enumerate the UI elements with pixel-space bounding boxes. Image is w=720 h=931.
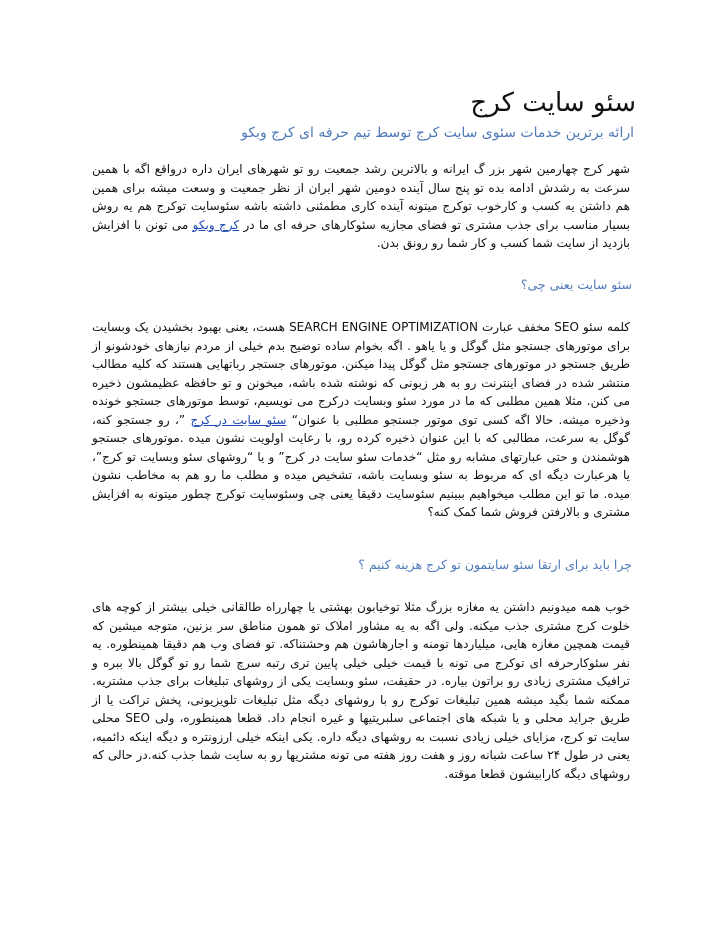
para2-text-after-link: ”، رو جستجو کنه، گوگل به سرعت، مطالبی که با این عنوان ذخیره کرده رو، با رعایت اولویت نشون میده .موتورهای جستجو هوشمندن و حتی عبارتهای مشابه رو مثل “خدمات سئو سایت در کرج” و یا “روشهای سئو وبسایت تو کرج”، یا هرعبارت دیگه ای که مربوط به سئو وبسایت باشه، تشخیص میده و مطلب ما رو هم به مخاطب نشون میده. ما تو این مطلب میخواهیم ببینیم سئوسایت دقیقا یعنی چی وسئوسایت توکرج چطور میتونه به افزایش مشتری و بالارفتن فروش شما کمک کنه؟ <box>92 412 630 519</box>
seo-definition-paragraph <box>92 318 630 522</box>
intro-paragraph <box>92 160 630 253</box>
para2-text-before-link: کلمه سئو SEO مخفف عبارت SEARCH ENGINE OPTIMIZATION هست، یعنی بهبود بخشیدن یک وبسایت برای موتورهای جستجو مثل گوگل و یا یاهو . اگه بخوام ساده توضیح بدم خیلی از مردم نیازهای خودشونو از طریق جستجو در موتورهای جستجو مثل گوگل پیدا میکنن. موتورهای جستجر رباتهایی هستند که کلیه مطالب منتشر شده در فضای اینترنت رو به هر زبونی که نوشته شده باشه، میخونن و تو حافظه عظیمشون ذخیره می کنن. مثلا همین مطلبی که ما در مورد سئو وبسایت درکرج می نویسیم، توسط موتورهای جستجو خونده وذخیره میشه. حالا اگه کسی توی موتور جستجو مطلبی با عنوان“ <box>92 320 631 427</box>
section-heading-what-is-seo: سئو سایت یعنی چی؟ <box>520 277 632 292</box>
karajwebco-link[interactable]: کرج وبکو <box>192 217 240 232</box>
document-title: سئو سایت کرج <box>470 88 636 118</box>
document-subtitle: ارائه برترین خدمات سئوی سایت کرج توسط تیم حرفه ای کرج وبکو <box>241 125 634 141</box>
intro-text-before-link: شهر کرج چهارمین شهر بزر گ ایرانه و بالاترین رشد جمعیت رو تو شهرهای ایران داره درواقع اگه با همین سرعت به رشدش ادامه بده تو پنج سال آینده دومین شهر ایران از نظر جمعیت و وسعت میشه برای همین هم داشتن یه کسب و کارخوب توکرج میتونه آینده کاری مطمئنی داشته باشه سئوسایت توکرج هم یه روش بسیار مناسب برای جذب مشتری تو فضای مجازیه سئوکارهای حرفه ای ما در <box>92 162 630 232</box>
seo-site-karaj-link[interactable]: سئو سایت در کرج <box>190 412 287 427</box>
intro-text-after-link: می تونن با افزایش بازدید از سایت شما کسب و کار شما رو رونق بدن. <box>92 217 630 250</box>
why-invest-paragraph: خوب همه میدونیم داشتن یه مغازه بزرگ مثلا توخیابون بهشتی یا چهارراه طالقانی خیلی بیشتر از کوچه های خلوت کرج مشتری جذب میکنه. ولی اگه به یه مشاور املاک تو همون مناطق سر بزنین، متوجه میشین که قیمت همچین مغازه هایی، میلیاردها تومنه و اجارهاشون هم وحشتناکه. تو فضای وب هم دقیقا همینطوره. یه نفر سئوکارحرفه ای توکرج می تونه با قیمت خیلی خیلی پایین تری رتبه سرچ شما رو تو گوگل بالا ببره و ترافیک مشتری زیادی رو براتون بیاره. در حقیقت، سئو وبسایت یکی از روشهای تبلیغات برای جذب مشتریه. ممکنه شما بگید میشه همین تبلیغات توکرج رو با روشهای دیگه مثل تبلیغات تلویزیونی، پخش تراکت یا از طریق جراید محلی و یا شبکه های اجتماعی سلبریتیها و غیره انجام داد. قطعا همینطوره، ولی SEO محلی سایت تو کرج، مزایای خیلی زیادی نسبت به روشهای دیگه داره. یکی اینکه خیلی ارزونتره و دیگه اینکه دائمیه، یعنی در طول ۲۴ ساعت شبانه روز و هفت روز هفته می تونه مشتریها رو به سایت شما جذب کنه.در حالی که روشهای دیگه کارابیشون قطعا موقته. <box>92 600 630 781</box>
section-heading-why-invest: چرا باید برای ارتقا سئو سایتمون تو کرج هزینه کنیم ؟ <box>358 557 632 572</box>
